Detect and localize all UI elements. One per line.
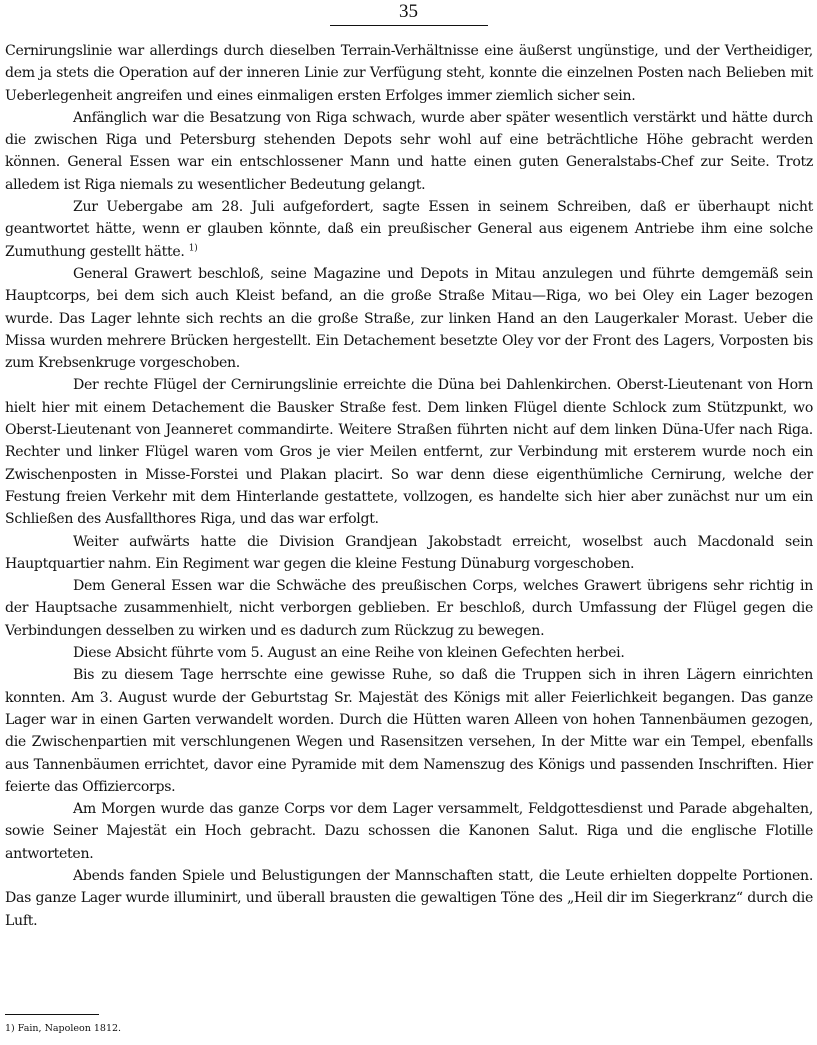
paragraph-8: Diese Absicht führte vom 5. August an eine Reihe von kleinen Gefechten herbei. — [73, 645, 625, 662]
footnote-reference: 1) — [188, 242, 198, 253]
paragraph-6: Weiter aufwärts hatte die Division Grandjean Jakobstadt erreicht, woselbst auch Macdonald sein Hauptquartier nahm. Ein Regiment war gegen die kleine Festung Dünaburg vorgeschoben. — [5, 533, 813, 572]
paragraph-4: General Grawert beschloß, seine Magazine und Depots in Mitau anzulegen und führte demgemäß sein Hauptcorps, bei dem sich auch Kleist befand, an die große Straße Mitau—Riga, wo bei Oley ein Lager bezogen wurde. Das Lager lehnte sich rechts an die große Straße, zur linken Hand an den Laugerkaler Morast. Ueber die Missa wurden mehrere Brücken hergestellt. Ein Detachement besetzte Oley vor der Front des Lagers, Vorposten bis zum Krebsenkruge vorgeschoben. — [5, 265, 813, 372]
paragraph-1: Cernirungslinie war allerdings durch dieselben Terrain-Verhältnisse eine äußerst ungünstige, und der Vertheidiger, dem ja stets die Operation auf der inneren Linie zur Verfügung steht, konnte die einzelnen Posten nach Belieben mit Ueberlegenheit angreifen und eines einmaligen ersten Erfolges immer ziemlich sicher sein. — [5, 43, 813, 104]
body-text — [5, 40, 813, 932]
header-rule — [330, 25, 488, 26]
paragraph-2: Anfänglich war die Besatzung von Riga schwach, wurde aber später wesentlich verstärkt und hätte durch die zwischen Riga und Petersburg stehenden Depots sehr wohl auf eine beträchtliche Höhe gebracht werden können. General Essen war ein entschlossener Mann und hatte einen guten Generalstabs-Chef zur Seite. Trotz alledem ist Riga niemals zu wesentlicher Bedeutung gelangt. — [5, 109, 813, 193]
paragraph-11: Abends fanden Spiele und Belustigungen der Mannschaften statt, die Leute erhielten doppelte Portionen. Das ganze Lager wurde illuminirt, und überall brausten die gewaltigen Töne des „Heil dir im Siegerkranz“ durch die Luft. — [5, 867, 813, 929]
paragraph-7: Dem General Essen war die Schwäche des preußischen Corps, welches Grawert übrigens sehr richtig in der Hauptsache zusammenhielt, nicht verborgen geblieben. Er beschloß, durch Umfassung der Flügel gegen die Verbindungen desselben zu wirken und es dadurch zum Rückzug zu bewegen. — [5, 578, 813, 639]
paragraph-3-text: Zur Uebergabe am 28. Juli aufgefordert, sagte Essen in seinem Schreiben, daß er überhaupt nicht geantwortet hätte, wenn er glauben könnte, daß ein preußischer General aus eigenem Antriebe ihm eine solche Zumuthung gestellt hätte. — [5, 199, 813, 260]
paragraph-9: Bis zu diesem Tage herrschte eine gewisse Ruhe, so daß die Truppen sich in ihren Lägern einrichten konnten. Am 3. August wurde der Geburtstag Sr. Majestät des Königs mit aller Feierlichkeit begangen. Das ganze Lager war in einen Garten verwandelt worden. Durch die Hütten waren Alleen von hohen Tannenbäumen gezogen, die Zwischenpartien mit verschlungenen Wegen und Rasensitzen versehen, In der Mitte war ein Tempel, ebenfalls aus Tannenbäumen errichtet, davor eine Pyramide mit dem Namenszug des Königs und passenden Inschriften. Hier feierte das Offiziercorps. — [5, 667, 813, 795]
page-number: 35 — [399, 1, 418, 22]
paragraph-3 — [5, 196, 813, 263]
paragraph-10: Am Morgen wurde das ganze Corps vor dem Lager versammelt, Feldgottesdienst und Parade abgehalten, sowie Seiner Majestät ein Hoch gebracht. Dazu schossen die Kanonen Salut. Riga und die englische Flotille antworteten. — [5, 801, 813, 862]
paragraph-5: Der rechte Flügel der Cernirungslinie erreichte die Düna bei Dahlenkirchen. Oberst-Lieutenant von Horn hielt hier mit einem Detachement die Bausker Straße fest. Dem linken Flügel diente Schlock zum Stützpunkt, wo Oberst-Lieutenant von Jeanneret commandirte. Weitere Straßen führten nicht auf dem linken Düna-Ufer nach Riga. Rechter und linker Flügel waren vom Gros je vier Meilen entfernt, zur Verbindung mit ersterem wurde noch ein Zwischenposten in Misse-Forstei und Plakan placirt. So war denn diese eigenthümliche Cernirung, welche der Festung freien Verkehr mit dem Hinterlande gestattete, vollzogen, es handelte sich hier aber zunächst nur um ein Schließen des Ausfallthores Riga, und das war erfolgt. — [5, 377, 813, 528]
footnote-rule — [5, 1014, 99, 1015]
footnote: 1) Fain, Napoleon 1812. — [5, 1023, 122, 1034]
